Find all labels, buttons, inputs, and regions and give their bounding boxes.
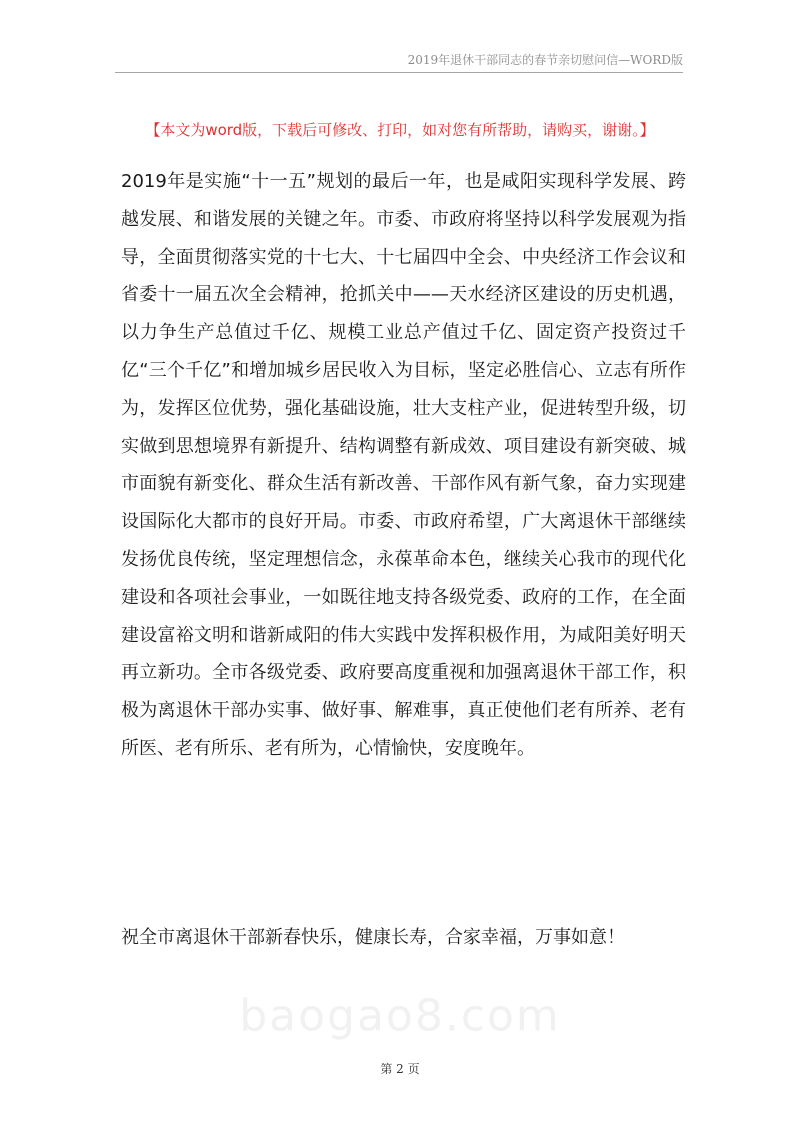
page-header-title: 2019年退休干部同志的春节亲切慰问信—WORD版	[407, 53, 683, 67]
main-paragraph: 2019年是实施“十一五”规划的最后一年，也是咸阳实现科学发展、跨越发展、和谐发展的关键之年。市委、市政府将坚持以科学发展观为指导，全面贯彻落实党的十七大、十七届四中全会、中央经济工作会议和省委十一届五次全会精神，抢抓关中——天水经济区建设的历史机遇，以力争生产总值过千亿、规模工业总产值过千亿、固定资产投资过千亿“三个千亿”和增加城乡居民收入为目标，坚定必胜信心、立志有所作为，发挥区位优势，强化基础设施，壮大支柱产业，促进转型升级，切实做到思想境界有新提升、结构调整有新成效、项目建设有新突破、城市面貌有新变化、群众生活有新改善、干部作风有新气象，奋力实现建设国际化大都市的良好开局。市委、市政府希望，广大离退休干部继续发扬优良传统，坚定理想信念，永葆革命本色，继续关心我市的现代化建设和各项社会事业，一如既往地支持各级党委、政府的工作，在全面建设富裕文明和谐新咸阳的伟大实践中发挥积极作用，为咸阳美好明天再立新功。全市各级党委、政府要高度重视和加强离退休干部工作，积极为离退休干部办实事、做好事、解难事，真正使他们老有所养、老有所医、老有所乐、老有所为，心情愉快，安度晚年。	[121, 171, 686, 759]
closing-greeting: 祝全市离退休干部新春快乐，健康长寿，合家幸福，万事如意！	[121, 927, 625, 948]
site-watermark: baogao8.com	[239, 990, 561, 1042]
purchase-notice: 【本文为word版，下载后可修改、打印，如对您有所帮助，请购买，谢谢。】	[145, 121, 655, 139]
page-number: 第 2 页	[380, 1062, 420, 1076]
header-divider	[115, 72, 683, 73]
